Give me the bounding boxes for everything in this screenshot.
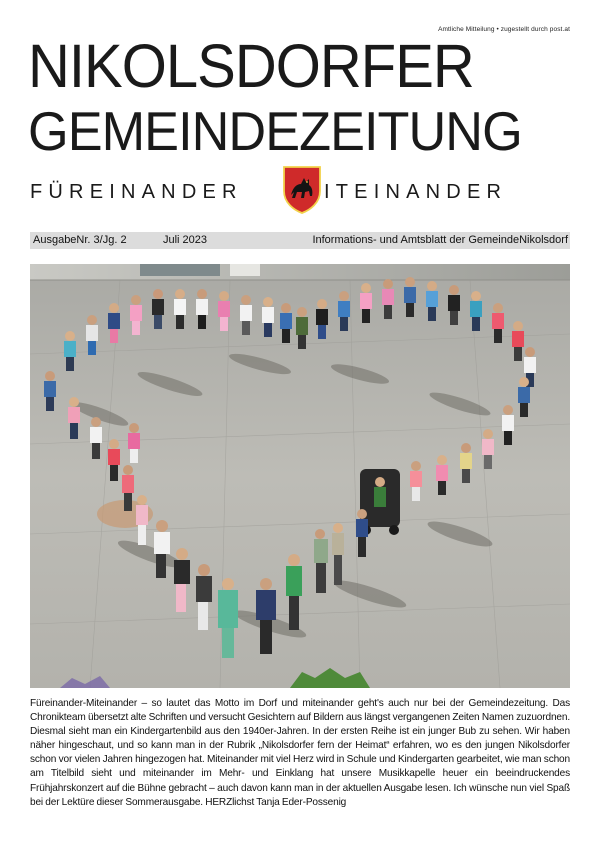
masthead-title-line-2: GEMEINDEZEITUNG bbox=[28, 100, 522, 162]
municipal-coat-of-arms-icon bbox=[282, 165, 322, 215]
issue-info-bar bbox=[30, 232, 570, 249]
motto-left: FÜREINANDER bbox=[30, 181, 243, 203]
children-standing-in-heart-shape-photo bbox=[30, 264, 570, 688]
masthead-title-line-1: NIKOLSDORFER bbox=[28, 32, 474, 100]
motto-right: ITEINANDER bbox=[324, 181, 508, 203]
official-notice: Amtliche Mitteilung • zugestellt durch post.at bbox=[438, 26, 570, 33]
issue-number: AusgabeNr. 3/Jg. 2 bbox=[33, 234, 127, 246]
publication-description: Informations- und Amtsblatt der GemeindeNikolsdorf bbox=[312, 234, 568, 246]
editorial-text bbox=[30, 697, 570, 810]
issue-date: Juli 2023 bbox=[163, 234, 208, 246]
editorial-paragraph: Füreinander-Miteinander – so lautet das Motto im Dorf und miteinander geht's auch nur bei der Gemeindezeitung. Das Chronikteam übersetzt alte Schriften und versucht Gesichtern auf Bildern aus längst vergangenen Zeiten Namen zuzuordnen. Diesmal sieht man ein Kindergartenbild aus den 1940er-Jahren. In der ersten Reihe ist ein junger Bub zu sehen. Wir haben näher hingeschaut, und so kann man in der Rubrik „Nikolsdorfer fern der Heimat“ erfahren, wo es den jungen Nikolsdorfer schon vor vielen Jahren hingezogen hat. Miteinander mit viel Herz wird in Schule und Kindergarten gearbeitet, wie man schon am Titelbild sieht und miteinander im Mehr- und Einklang hat unsere Musikkapelle heuer ein beeindruckendes Frühjahrskonzert auf die Bühne gebracht – auch davon kann man in der aktuellen Ausgabe lesen. Ich wünsche nun viel Spaß bei der Lektüre dieser Sommerausgabe. HERZlichst Tanja Eder-Possenig bbox=[30, 698, 570, 808]
motto-line bbox=[30, 181, 570, 217]
